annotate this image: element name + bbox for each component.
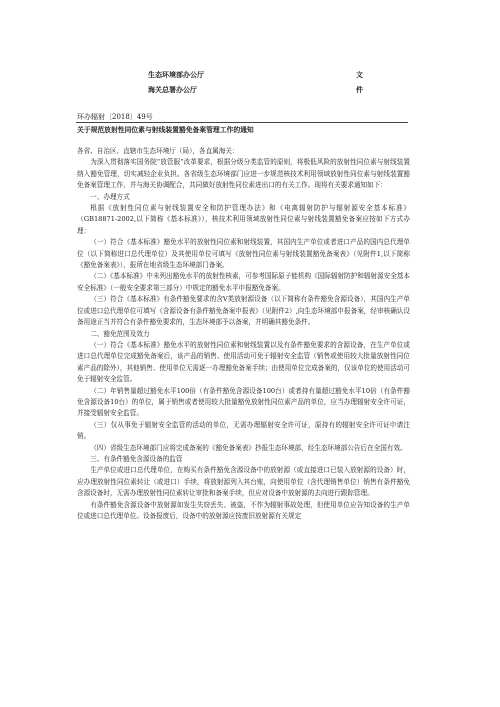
paragraph: （一）符合《基本标准》豁免水平的放射性同位素和射线装置，其国内生产单位或者进口产品的国内总代理单位（以下简称进口总代理单位）及其使用单位可填写《放射性同位素与射线装置豁免备案表》（见附件1,以下简称《豁免备案表》），报所在地省级生态环境部门备案。 bbox=[77, 238, 410, 270]
section-heading-3: 三、有条件豁免含源设备的监管 bbox=[90, 454, 183, 463]
document-title: 关于规范放射性同位素与射线装置豁免备案管理工作的通知 bbox=[77, 126, 254, 134]
paragraph: （三）仅从事免于辐射安全监管的活动的单位，无需办理辐射安全许可证，原持有的辐射安全许可证申请注销。 bbox=[77, 420, 410, 441]
paragraph: 有条件豁免含源设备中放射源如发生失窃丢失、被盗，不作为辐射事故处理，但使用单位应告知设备的生产单位或进口总代理单位。设备报废后，设备中的放射源应按废旧放射源有关规定 bbox=[77, 500, 410, 520]
section-heading-2: 二、豁免范围及效力 bbox=[90, 329, 150, 338]
issuer-block bbox=[148, 68, 363, 98]
paragraph: （一）符合《基本标准》豁免水平的放射性同位素和射线装置以及有条件豁免要求的含源设备，在生产单位或进口总代理单位完成豁免备案后，该产品的销售、使用活动可免于辐射安全监管（销售或使用较大批量放射性同位素产品的除外），其他销售、使用单位无需逐一办理豁免备案手续；由使用单位完成备案的，仅该单位的使用活动可免于辐射安全监管。 bbox=[77, 340, 410, 384]
issuer-row-1 bbox=[148, 68, 363, 83]
doc-type-char-1: 文 bbox=[356, 71, 363, 79]
issuer-2: 海关总署办公厅 bbox=[148, 86, 197, 94]
doc-type-char-2: 件 bbox=[356, 86, 363, 94]
issuer-row-2 bbox=[148, 83, 363, 98]
document-number: 环办辐射〔2018〕49号 bbox=[77, 113, 153, 121]
paragraph: （二）《基本标准》中未列出豁免水平的放射性核素，可参考国际原子能机构《国际辐射防护和辐射源安全基本安全标准》（一般安全要求第三部分）中规定的豁免水平申报豁免备案。 bbox=[77, 272, 410, 292]
paragraph: （三）符合《基本标准》有条件豁免要求的含V类放射源设备（以下简称有条件豁免含源设备），其国内生产单位或进口总代理单位可填写《含源设备有条件豁免备案申报表》（见附件2）,向生态环境部申报备案，经审核确认设备用途正当并符合有条件豁免要求的，生态环境部予以备案，并明确其豁免条件。 bbox=[77, 295, 410, 327]
paragraph-intro: 为深入贯彻落实国务院“放管服”改革要求，根据分级分类监管的原则，将极低风险的放射性同位素与射线装置纳入豁免管理，切实减轻企业负担。各省级生态环境部门应进一步规范核技术利用领域放射性同位素与射线装置豁免备案管理工作，并与海关协调配合，共同做好放射性同位素进出口的有关工作。现将有关要求通知如下： bbox=[77, 158, 410, 190]
addressee: 各省、自治区、直辖市生态环境厅（局），各直属海关： bbox=[77, 147, 239, 155]
paragraph: （四）省级生态环境部门应将完成备案的《豁免备案表》抄报生态环境部，经生态环境部公告后在全国有效。 bbox=[90, 443, 407, 452]
header-divider bbox=[76, 122, 408, 123]
issuer-1: 生态环境部办公厅 bbox=[148, 71, 204, 79]
paragraph: 根据《放射性同位素与射线装置安全和防护管理办法》和《电离辐射防护与辐射源安全基本标准》（GB18871-2002,以下简称《基本标准》），核技术利用领域放射性同位素与射线装置豁免备案应按如下方式办理： bbox=[77, 204, 410, 235]
section-heading-1: 一、办理方式 bbox=[90, 192, 130, 201]
paragraph: 生产单位或进口总代理单位，在购买有条件豁免含源设备中的放射源（或直接进口已装入放射源的设备）时，应办理放射性同位素转让（或进口）手续，将放射源列入其台账，向使用单位（含代理销售单位）销售有条件豁免含源设备时，无需办理放射性同位素转让审批和备案手续，但应对设备中放射源的去向进行跟踪管理。 bbox=[77, 466, 410, 498]
paragraph: （二）年销售量超过豁免水平100倍（有条件豁免含源设备100台）或者持有量超过豁免水平10倍（有条件豁免含源设备10台）的单位，属于销售或者使用较大批量豁免放射性同位素产品的单位，应当办理辐射安全许可证，并接受辐射安全监管。 bbox=[77, 386, 410, 418]
document-body bbox=[77, 146, 410, 522]
